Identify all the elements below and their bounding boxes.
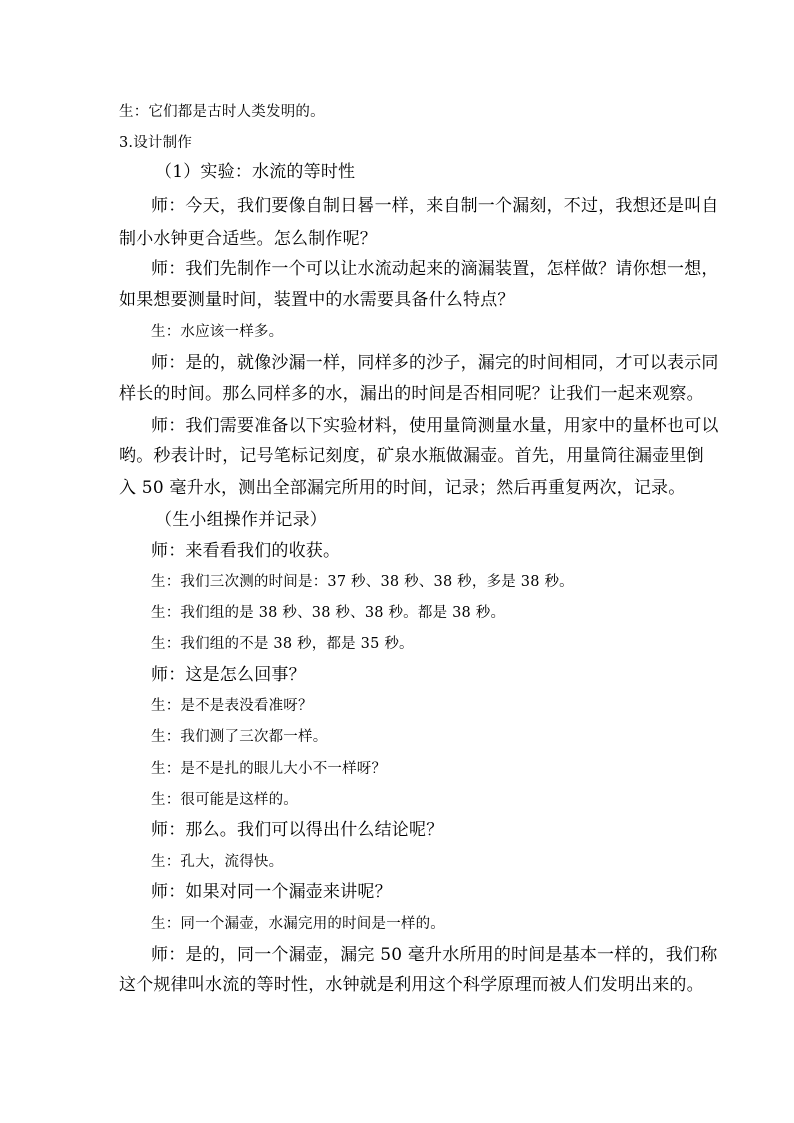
- text-line: 师：那么。我们可以得出什么结论呢？: [151, 820, 444, 840]
- text-line: 生：是不是扎的眼儿大小不一样呀？: [151, 761, 387, 777]
- text-line: 师：如果对同一个漏壶来讲呢？: [151, 882, 392, 902]
- text-line: 生：我们三次测的时间是：37 秒、38 秒、38 秒，多是 38 秒。: [151, 574, 574, 590]
- text-line: 这个规律叫水流的等时性，水钟就是利用这个科学原理而被人们发明出来的。: [119, 975, 704, 995]
- text-line: 生：很可能是这样的。: [151, 792, 298, 808]
- section-heading: 3.设计制作: [119, 135, 193, 151]
- text-line: 生：是不是表没看准呀？: [151, 698, 313, 714]
- text-line: 师：今天，我们要像自制日晷一样，来自制一个漏刻，不过，我想还是叫自: [151, 196, 719, 216]
- text-line: 如果想要测量时间，装置中的水需要具备什么特点？: [119, 290, 515, 310]
- text-line: 入 50 毫升水，测出全部漏完所用的时间，记录；然后再重复两次，记录。: [119, 478, 686, 498]
- text-line: 样长的时间。那么同样多的水，漏出的时间是否相同呢？让我们一起来观察。: [119, 384, 704, 404]
- text-line: 师：是的，同一个漏壶，漏完 50 毫升水所用的时间是基本一样的，我们称: [151, 945, 718, 965]
- text-line: 生：我们测了三次都一样。: [151, 729, 328, 745]
- text-line: 师：我们先制作一个可以让水流动起来的滴漏装置，怎样做？请你想一想，: [151, 259, 719, 279]
- text-line: 制小水钟更合适些。怎么制作呢？: [119, 229, 377, 249]
- text-line: 师：这是怎么回事？: [151, 665, 306, 685]
- text-line: 师：是的，就像沙漏一样，同样多的沙子，漏完的时间相同，才可以表示同: [151, 353, 719, 373]
- text-line: 生：水应该一样多。: [151, 324, 284, 340]
- text-line: （生小组操作并记录）: [155, 510, 327, 530]
- subsection-heading: （1）实验：水流的等时性: [155, 162, 356, 182]
- text-line: 生：孔大，流得快。: [151, 854, 284, 870]
- text-line: 生：同一个漏壶，水漏完用的时间是一样的。: [151, 916, 445, 932]
- text-line: 生：它们都是古时人类发明的。: [119, 104, 325, 120]
- text-line: 师：我们需要准备以下实验材料，使用量筒测量水量，用家中的量杯也可以: [151, 416, 719, 436]
- text-line: 哟。秒表计时，记号笔标记刻度，矿泉水瓶做漏壶。首先，用量筒往漏壶里倒: [119, 446, 704, 466]
- text-line: 生：我们组的不是 38 秒，都是 35 秒。: [151, 636, 414, 652]
- text-line: 生：我们组的是 38 秒、38 秒、38 秒。都是 38 秒。: [151, 605, 506, 621]
- text-line: 师：来看看我们的收获。: [151, 541, 341, 561]
